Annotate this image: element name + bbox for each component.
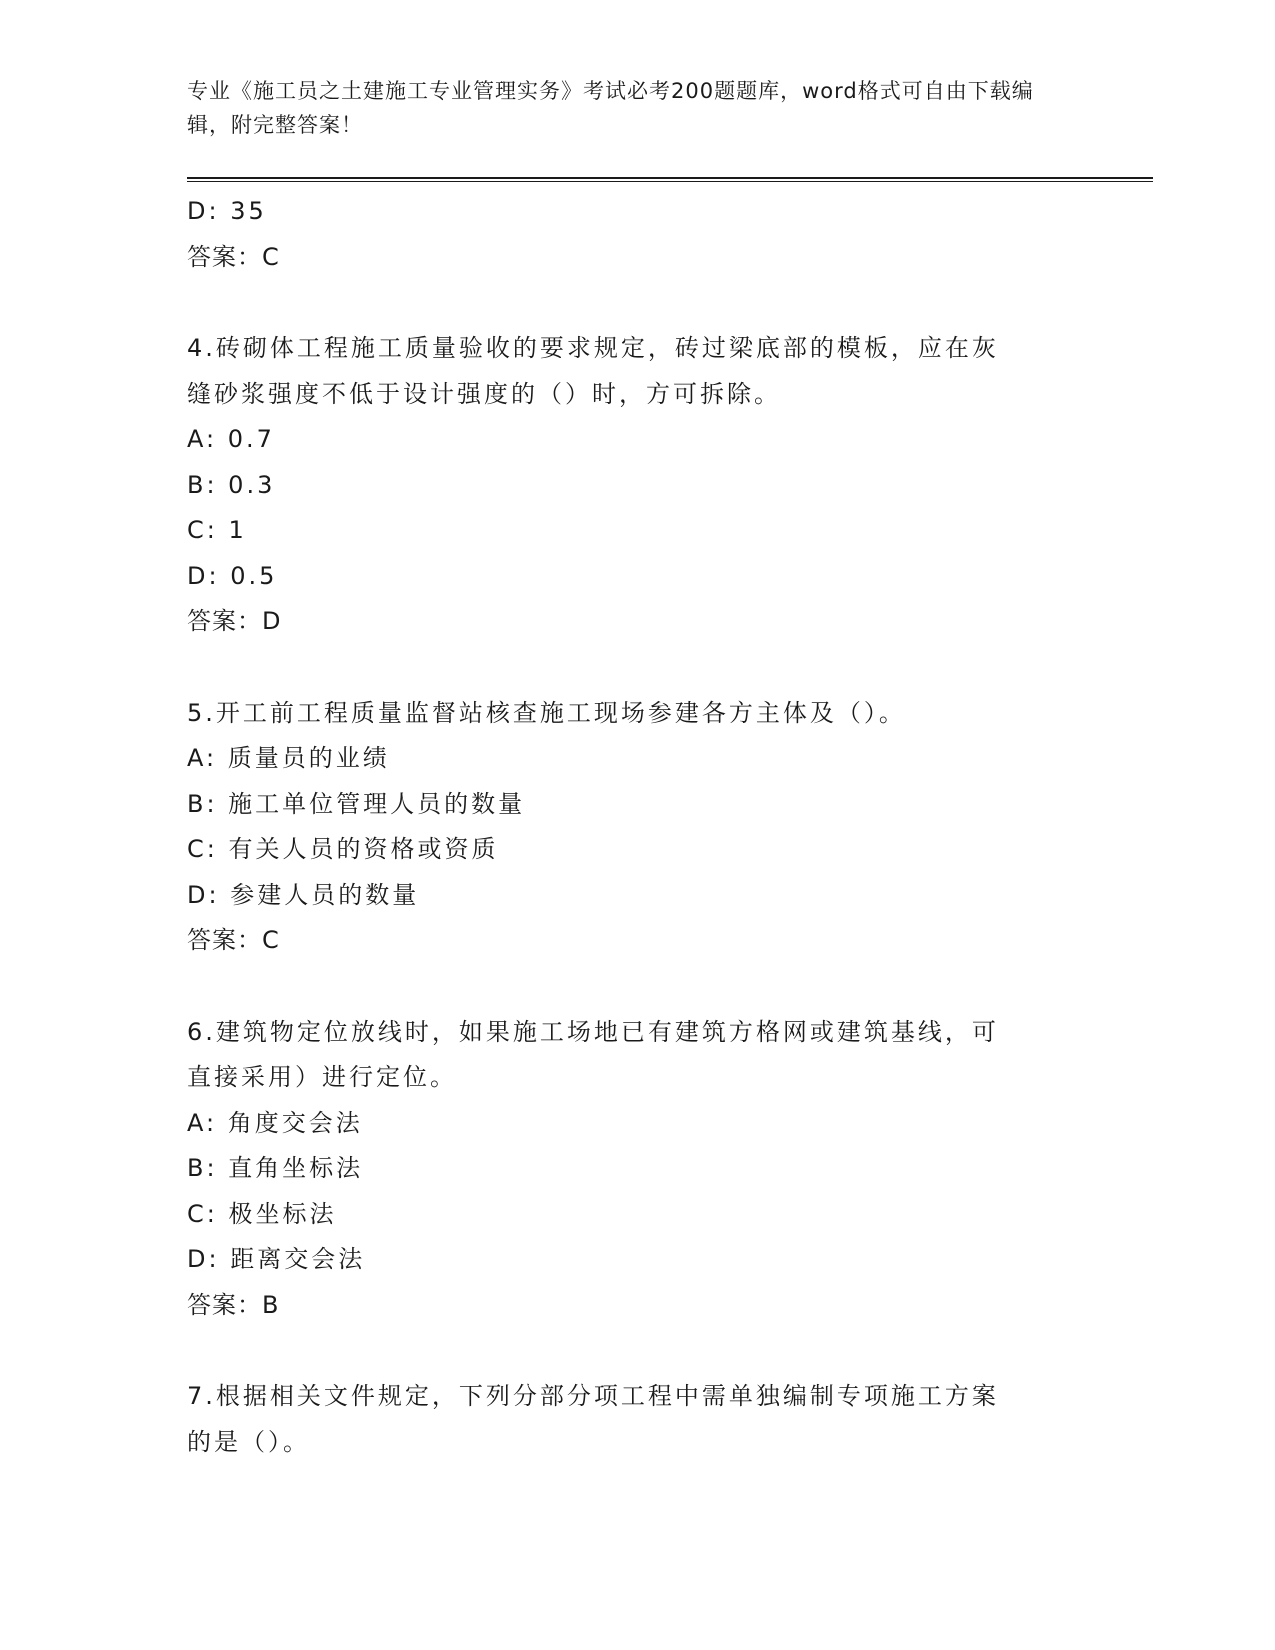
question-text: 5.开工前工程质量监督站核查施工现场参建各方主体及（）。 [187, 698, 906, 727]
option-c: C: 极坐标法 [187, 1199, 337, 1228]
option-d: D: 35 [187, 197, 267, 225]
option-b: B: 0.3 [187, 470, 276, 499]
option-c: C: 有关人员的资格或资质 [187, 835, 499, 863]
page-header [187, 74, 1067, 142]
document-title: 专业《施工员之土建施工专业管理实务》考试必考200题题库，word格式可自由下载编辑，附完整答案！ [187, 79, 1034, 137]
question-text: 7.根据相关文件规定，下列分部分项工程中需单独编制专项施工方案 [187, 1382, 999, 1410]
spacer [187, 964, 1067, 1010]
question-text: 6.建筑物定位放线时，如果施工场地已有建筑方格网或建筑基线，可 [187, 1017, 999, 1046]
option-b: B: 施工单位管理人员的数量 [187, 789, 526, 818]
question-text: 直接采用）进行定位。 [187, 1063, 457, 1091]
spacer [187, 645, 1067, 691]
question-text: 缝砂浆强度不低于设计强度的（）时，方可拆除。 [187, 379, 781, 408]
answer: 答案：C [187, 242, 280, 271]
answer: 答案：C [187, 926, 280, 954]
answer: 答案：B [187, 1290, 280, 1319]
spacer [187, 1328, 1067, 1374]
option-a: A: 质量员的业绩 [187, 744, 390, 772]
spacer [187, 280, 1067, 326]
header-divider [187, 177, 1153, 182]
question-list [187, 189, 1067, 1465]
option-b: B: 直角坐标法 [187, 1154, 364, 1182]
option-d: D: 0.5 [187, 561, 278, 590]
question-text: 的是（）。 [187, 1427, 310, 1456]
option-d: D: 参建人员的数量 [187, 880, 420, 909]
answer: 答案：D [187, 607, 282, 635]
option-c: C: 1 [187, 516, 247, 544]
option-a: A: 角度交会法 [187, 1108, 363, 1137]
option-d: D: 距离交会法 [187, 1245, 366, 1273]
question-text: 4.砖砌体工程施工质量验收的要求规定，砖过梁底部的模板，应在灰 [187, 334, 999, 362]
option-a: A: 0.7 [187, 425, 275, 453]
